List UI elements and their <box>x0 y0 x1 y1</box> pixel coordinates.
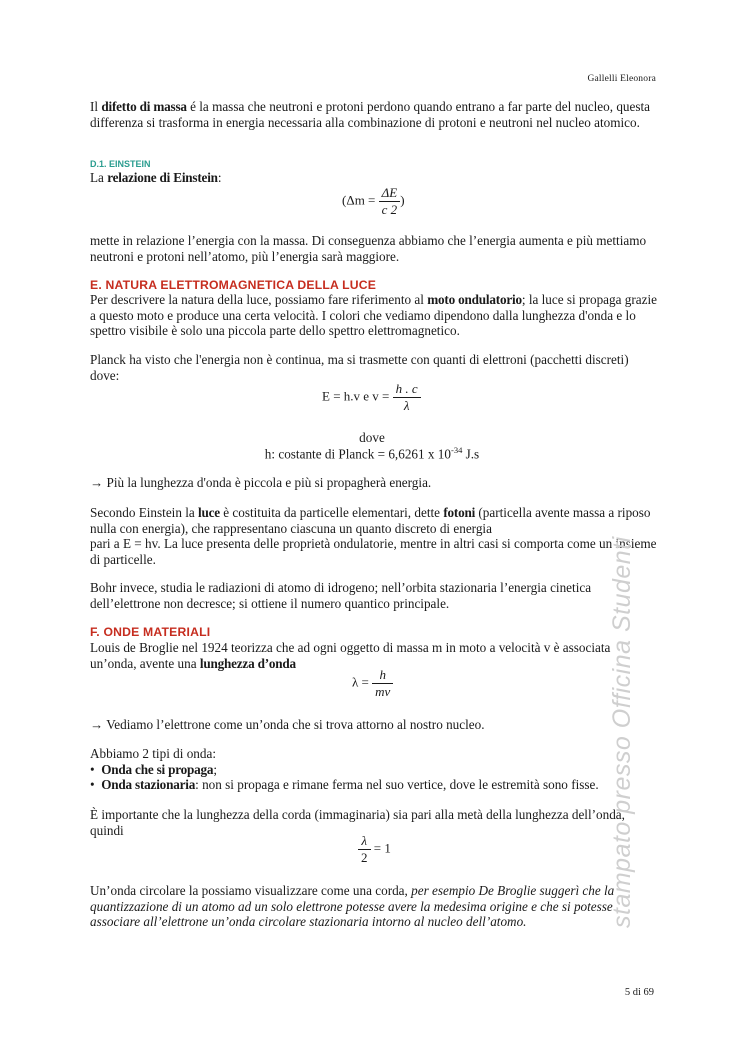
text: ; la luce si propaga grazie a questo moto e produce una certa velocità. I colori che vediamo dipendono dalla lunghezza d'onda e lo spettro visibile è solo una piccola parte dello spettro elettromagnetico. <box>90 292 657 338</box>
numerator: λ <box>361 833 368 848</box>
text: Il <box>90 99 102 114</box>
italic-text: per esempio De Broglie suggerì che la quantizzazione di un atomo ad un solo elettrone potesse avere la medesima origine e che si potesse associare all’elettrone un’onda circolare stazionaria intorno al nucleo dell’atomo. <box>90 883 615 929</box>
eq-left: (Δm = <box>342 192 376 208</box>
equation-half-wave <box>358 833 391 866</box>
text: é la massa che neutroni e protoni perdono quando entrano a far parte del nucleo, questa differenza si trasforma in energia necessaria alla combinazione di protoni e neutroni nel nucleo atomico. <box>90 99 651 130</box>
text: Per descrivere la natura della luce, possiamo fare riferimento al <box>90 292 428 307</box>
fraction <box>379 185 401 218</box>
fraction <box>358 833 371 866</box>
planck-constant <box>0 445 744 462</box>
list-intro: Abbiamo 2 tipi di onda: <box>90 746 217 761</box>
paragraph-einstein-after: mette in relazione l’energia con la massa. Di conseguenza abbiamo che l’energia aumenta e più mettiamo neutroni e protoni nell’atomo, più l’energia sarà maggiore. <box>90 233 647 264</box>
denominator: λ <box>393 397 421 414</box>
paragraph-mass-defect <box>90 99 658 130</box>
text: Louis de Broglie nel 1924 teorizza che ad ogni oggetto di massa m in moto a velocità v è associata un’onda, avente una <box>90 640 611 671</box>
paragraph-photons <box>90 505 658 567</box>
paragraph-bohr: Bohr invece, studia le radiazioni di atomo di idrogeno; nell’orbita stazionaria l’energia cinetica dell’elettrone non decresce; si ottiene il numero quantico principale. <box>90 580 592 611</box>
text: Secondo Einstein la <box>90 505 199 520</box>
fraction <box>372 667 393 700</box>
text: : <box>217 170 222 185</box>
paragraph-circular-wave <box>90 883 658 930</box>
text: La <box>90 170 108 185</box>
watermark: stampato presso Officina Studenti <box>608 536 636 928</box>
term-light: luce <box>198 505 220 520</box>
text: h: costante di Planck = 6,6261 x 10 <box>264 446 451 462</box>
denominator: mv <box>372 683 393 700</box>
denominator: c 2 <box>379 201 401 218</box>
bullet: • <box>90 777 95 792</box>
numerator: h <box>379 667 386 682</box>
eq-left: E = h.v e v = <box>322 388 390 404</box>
text: pari a E = hv. La luce presenta delle proprietà ondulatorie, mentre in altri casi si comporta come un insieme di particelle. <box>90 536 657 567</box>
heading-e: E. NATURA ELETTROMAGNETICA DELLA LUCE <box>90 278 377 292</box>
text: (particella avente massa a riposo nulla con energia), che rappresentano ciascuna un quanto discreto di energia <box>90 505 651 536</box>
list-item <box>90 762 658 778</box>
page-number: 5 di 69 <box>624 987 654 998</box>
wave-types-list <box>90 746 658 793</box>
arrow-note-electron: → Vediamo l’elettrone come un’onda che si trova attorno al nostro nucleo. <box>90 717 485 732</box>
equation-einstein <box>342 185 405 218</box>
denominator: 2 <box>358 849 371 866</box>
text: J.s <box>462 446 480 462</box>
term-wave-motion: moto ondulatorio <box>427 292 522 307</box>
paragraph-light-nature <box>90 292 658 339</box>
fraction <box>393 381 421 414</box>
term-einstein-relation: relazione di Einstein <box>107 170 218 185</box>
eq-left: λ = <box>352 674 369 690</box>
paragraph-einstein-intro <box>90 170 658 186</box>
term-standing-wave: Onda stazionaria <box>101 777 196 792</box>
list-item <box>90 777 658 793</box>
text: Un’onda circolare la possiamo visualizzare come una corda, <box>90 883 412 898</box>
text: : non si propaga e rimane ferma nel suo vertice, dove le estremità sono fisse. <box>195 777 599 792</box>
arrow-note-wavelength: → Più la lunghezza d'onda è piccola e più si propagherà energia. <box>90 475 432 490</box>
eq-right: = 1 <box>373 840 391 856</box>
paragraph-planck: Planck ha visto che l'energia non è continua, ma si trasmette con quanti di elettroni (pacchetti discreti) dove: <box>90 352 629 383</box>
heading-f: F. ONDE MATERIALI <box>90 625 211 639</box>
heading-d1: D.1. EINSTEIN <box>90 159 151 169</box>
equation-de-broglie <box>352 667 393 700</box>
paragraph-string-length: È importante che la lunghezza della corda (immaginaria) sia pari alla metà della lunghezza dell’onda, quindi <box>90 807 625 838</box>
term-wavelength: lunghezza d’onda <box>199 655 296 671</box>
eq-right: ) <box>400 192 405 208</box>
exponent: -34 <box>450 445 463 455</box>
term-photons: fotoni <box>443 505 476 520</box>
numerator: h . c <box>395 381 418 396</box>
text: ; <box>213 761 217 777</box>
term-propagating-wave: Onda che si propaga <box>101 761 214 777</box>
equation-planck <box>322 381 421 414</box>
numerator: ΔE <box>381 185 398 200</box>
author-name: Gallelli Eleonora <box>587 74 656 84</box>
bullet: • <box>90 761 95 777</box>
text: è costituita da particelle elementari, dette <box>219 505 444 520</box>
term-mass-defect: difetto di massa <box>101 99 187 114</box>
dove-label: dove <box>359 430 385 445</box>
